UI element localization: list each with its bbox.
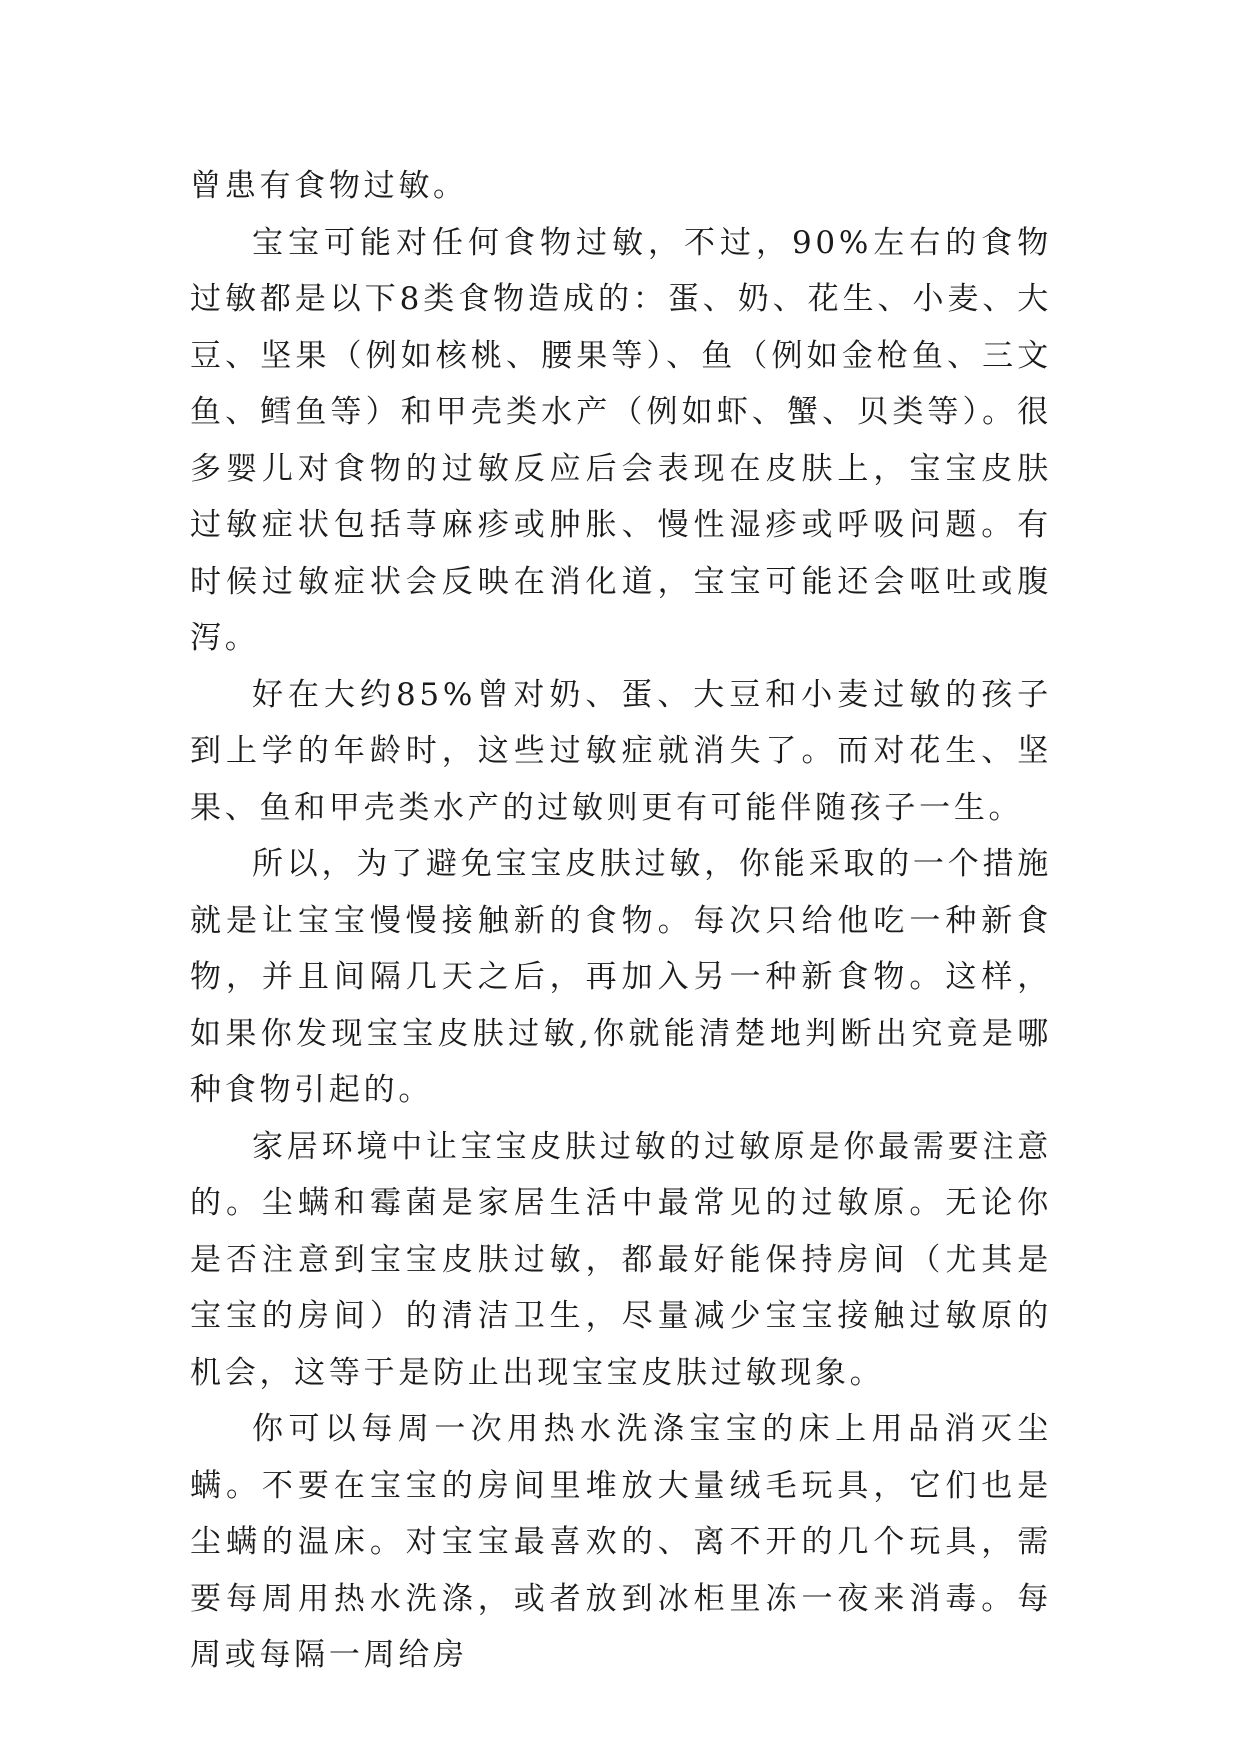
paragraph-outgrow-allergy: 好在大约85%曾对奶、蛋、大豆和小麦过敏的孩子到上学的年龄时，这些过敏症就消失了。而对花生、坚果、鱼和甲壳类水产的过敏则更有可能伴随孩子一生。 (190, 676, 1052, 826)
paragraph-introduce-new-food: 所以，为了避免宝宝皮肤过敏，你能采取的一个措施就是让宝宝慢慢接触新的食物。每次只给他吃一种新食物，并且间隔几天之后，再加入另一种新食物。这样，如果你发现宝宝皮肤过敏,你就能清楚地判断出究竟是哪种食物引起的。 (190, 846, 1052, 1108)
paragraph-food-allergy-types: 宝宝可能对任何食物过敏，不过，90%左右的食物过敏都是以下8类食物造成的：蛋、奶、花生、小麦、大豆、坚果（例如核桃、腰果等）、鱼（例如金枪鱼、三文鱼、鳕鱼等）和甲壳类水产（例如虾、蟹、贝类等）。很多婴儿对食物的过敏反应后会表现在皮肤上，宝宝皮肤过敏症状包括荨麻疹或肿胀、慢性湿疹或呼吸问题。有时候过敏症状会反映在消化道，宝宝可能还会呕吐或腹泻。 (190, 224, 1052, 656)
body-text (190, 158, 1052, 1684)
paragraph-home-allergens: 家居环境中让宝宝皮肤过敏的过敏原是你最需要注意的。尘螨和霉菌是家居生活中最常见的过敏原。无论你是否注意到宝宝皮肤过敏，都最好能保持房间（尤其是宝宝的房间）的清洁卫生，尽量减少宝宝接触过敏原的机会，这等于是防止出现宝宝皮肤过敏现象。 (190, 1128, 1052, 1391)
paragraph-continued: 曾患有食物过敏。 (190, 168, 468, 204)
paragraph-dust-mites: 你可以每周一次用热水洗涤宝宝的床上用品消灭尘螨。不要在宝宝的房间里堆放大量绒毛玩具，它们也是尘螨的温床。对宝宝最喜欢的、离不开的几个玩具，需要每周用热水洗涤，或者放到冰柜里冻一夜来消毒。每周或每隔一周给房 (190, 1411, 1052, 1673)
